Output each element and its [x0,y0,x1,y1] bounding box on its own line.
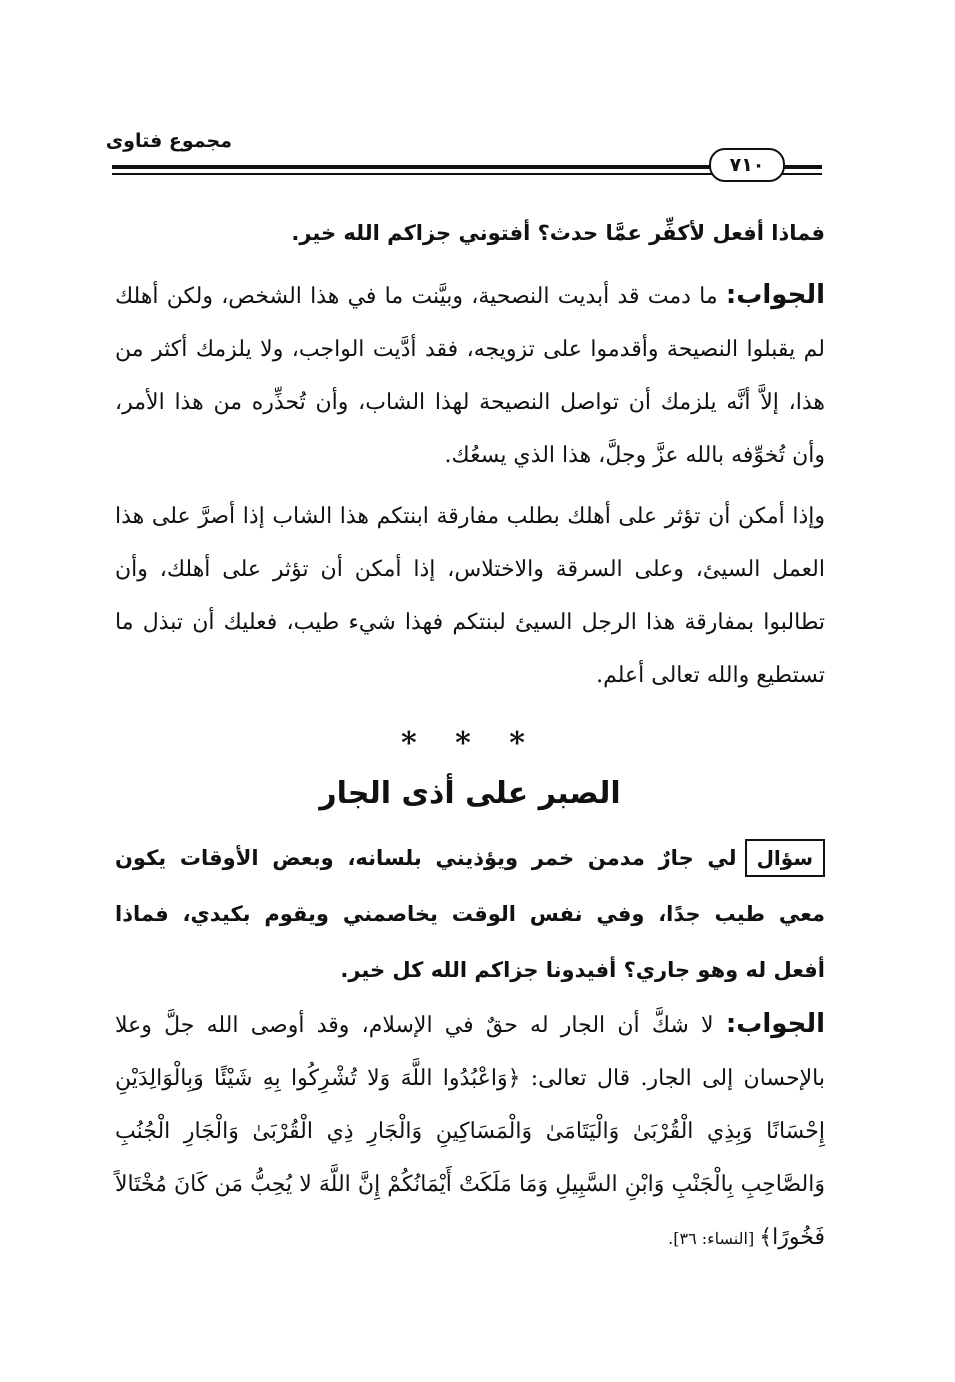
page-content [115,205,825,1265]
page-number: ٧١٠ [709,148,785,182]
question-text: لي جارٌ مدمن خمر ويؤذيني بلسانه، وبعض الأوقات يكون معي طيب جدًا، وفي نفس الوقت يخاصمني ويقوم بكيدي، فماذا أفعل له وهو جاري؟ أفيدونا جزاكم الله كل خير. [115,846,825,982]
answer-paragraph [115,269,825,482]
quran-reference: [النساء: ٣٦]. [668,1229,760,1248]
answer2-text: لا شكَّ أن الجار له حقٌ في الإسلام، وقد أوصى الله جلَّ وعلا بالإحسان إلى الجار. قال تعالى: [115,1013,826,1091]
page-header [105,120,822,180]
question-paragraph [115,830,825,998]
book-title: مجموع فتاوى [105,130,232,152]
question-label: سؤال [745,839,825,877]
answer2-label: الجواب: [725,1009,825,1039]
quran-quote: ﴿وَاعْبُدُوا اللَّهَ وَلا تُشْرِكُوا بِهِ شَيْئًا وَبِالْوَالِدَيْنِ إِحْسَانًا وَبِذِي الْقُرْبَىٰ وَالْيَتَامَىٰ وَالْمَسَاكِينِ وَالْجَارِ ذِي الْقُرْبَىٰ وَالْجَارِ الْجُنُبِ وَالصَّاحِبِ بِالْجَنْبِ وَابْنِ السَّبِيلِ وَمَا مَلَكَتْ أَيْمَانُكُمْ إِنَّ اللَّهَ لا يُحِبُّ مَن كَانَ مُخْتَالاً فَخُورًا﴾ [115,1066,825,1250]
answer-label: الجواب: [725,280,825,310]
answer-paragraph-2: وإذا أمكن أن تؤثر على أهلك بطلب مفارقة ابنتكم هذا الشاب إذا أصرَّ على هذا العمل السيئ، وعلى السرقة والاختلاس، إذا أمكن أن تؤثر على أهلك، وأن تطالبوا بمفارقة هذا الرجل السيئ لبنتكم فهذا شيء طيب، فعليك أن تبذل ما تستطيع والله تعالى أعلم. [115,504,825,688]
answer2-paragraph [115,998,825,1265]
section-title: الصبر على أذى الجار [319,776,621,811]
section-separator: * * * [401,726,539,761]
answer-text: ما دمت قد أبديت النصحية، وبيَّنت ما في هذا الشخص، ولكن أهلك لم يقبلوا النصيحة وأقدموا على تزويجه، فقد أدَّيت الواجب، ولا يلزمك أكثر من هذا، إلاَّ أنَّه يلزمك أن تواصل النصيحة لهذا الشاب، وأن تُحذِّره من هذا الأمر، وأن تُخوِّفه بالله عزَّ وجلَّ، هذا الذي يسعُك. [115,284,825,468]
question-tail: فماذا أفعل لأكفِّر عمَّا حدث؟ أفتوني جزاكم الله خير. [291,221,825,245]
